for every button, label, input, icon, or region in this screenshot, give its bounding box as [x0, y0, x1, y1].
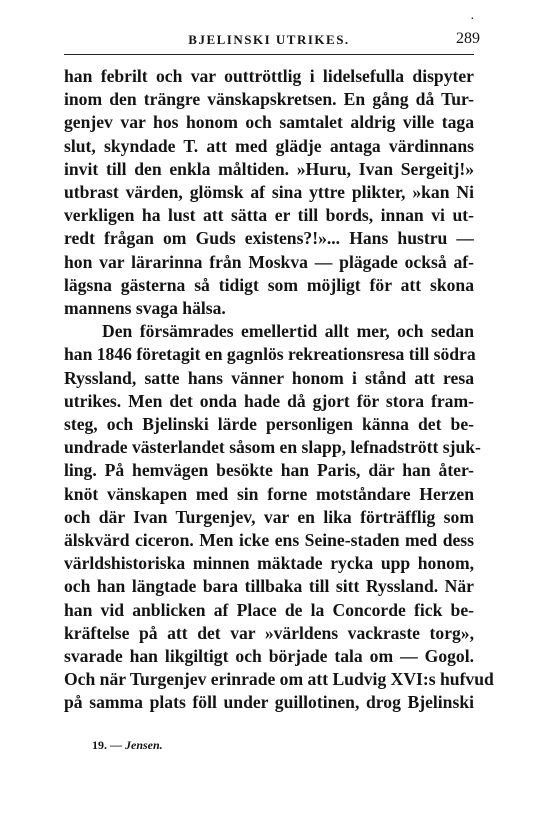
text-line: slut, skyndade T. att med glädje antaga värdinnans [64, 135, 474, 156]
stray-dot: · [470, 12, 475, 27]
paragraph-start-line: Den försämrades emellertid allt mer, och sedan [102, 321, 474, 342]
text-line: redt frågan om Guds existens?!»... Hans hustru — [64, 228, 474, 249]
text-line: älskvärd ciceron. Men icke ens Seine-staden med dess [64, 530, 474, 551]
signature-name: Jensen. [125, 738, 163, 752]
paragraph-end-line: mannens svaga hälsa. [64, 298, 226, 319]
text-line: världshistoriska minnen mäktade rycka upp honom, [64, 553, 474, 574]
text-line: och han längtade bara tillbaka till sitt Ryssland. När [64, 576, 474, 597]
text-line: verkligen ha lust att sätta er till bords, innan vi ut- [64, 205, 474, 226]
text-line: Ryssland, satte hans vänner honom i stånd att resa [64, 367, 474, 388]
text-line: hon var lärarinna från Moskva — plägade också af- [64, 251, 474, 272]
signature-number: 19. [92, 738, 107, 752]
text-line: ling. På hemvägen besökte han Paris, där han åter- [64, 460, 474, 481]
text-line: utrikes. Men det onda hade då gjort för stora fram- [64, 390, 474, 411]
text-line: steg, och Bjelinski lärde personligen känna det be- [64, 414, 474, 435]
text-line: kräftelse på att det var »världens vackraste torg», [64, 622, 474, 643]
page-number: 289 [456, 30, 480, 47]
text-line: Och när Turgenjev erinrade om att Ludvig XVI:s hufvud [64, 669, 494, 690]
signature-dash: — [110, 738, 122, 752]
text-line: han 1846 företagit en gagnlös rekreationsresa till södra [64, 344, 476, 365]
running-header [64, 30, 480, 55]
text-line: invit till den enkla måltiden. »Huru, Ivan Sergeitj!» [64, 158, 474, 179]
text-line: svarade han likgiltigt och började tala om — Gogol. [64, 646, 474, 667]
text-line: och där Ivan Turgenjev, var en lika förträfflig som [64, 506, 474, 527]
text-line: lägsna gästerna så tidigt som möjligt för att skona [64, 274, 474, 295]
running-title: BJELINSKI UTRIKES. [188, 32, 350, 47]
text-line: utbrast värden, glömsk af sina yttre plikter, »kan Ni [64, 182, 474, 203]
printer-signature [92, 738, 163, 753]
text-line: inom den trängre vänskapskretsen. En gång då Tur- [64, 89, 474, 110]
body-text [64, 65, 494, 715]
text-line: han febrilt och var outtröttlig i lidelsefulla dispyter [64, 66, 474, 86]
text-line: han vid anblicken af Place de la Concorde fick be- [64, 599, 474, 620]
text-line: genjev var hos honom och samtalet aldrig ville taga [64, 112, 474, 133]
text-line: knöt vänskapen med sin forne motståndare Herzen [64, 483, 474, 504]
text-line: på samma plats föll under guillotinen, drog Bjelinski [64, 692, 474, 713]
text-line: undrade västerlandet såsom en slapp, lefnadstrött sjuk- [64, 437, 481, 458]
